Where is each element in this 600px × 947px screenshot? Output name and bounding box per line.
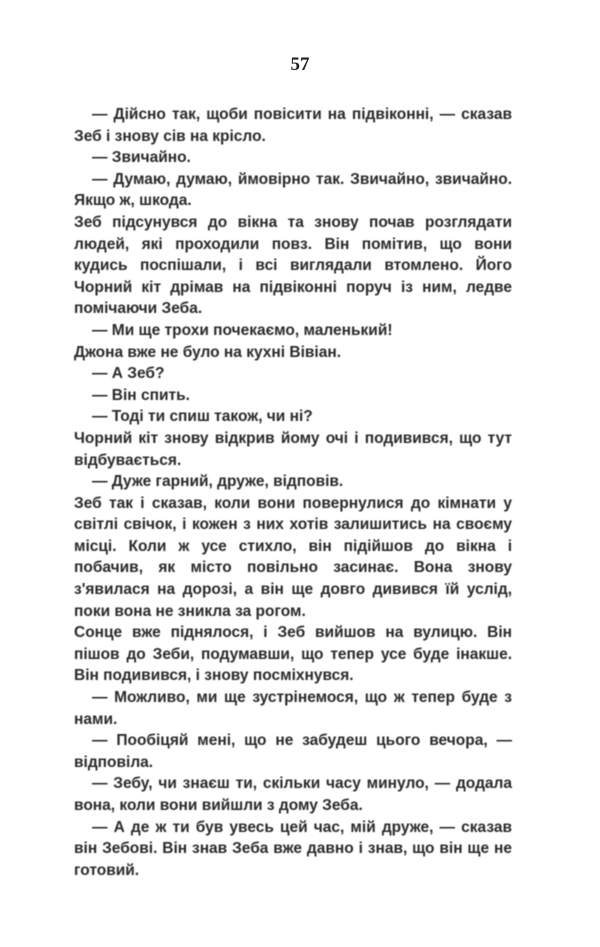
paragraph: — Пообіцяй мені, що не забудеш цього вечора, — відповіла. xyxy=(74,732,512,771)
paragraph: — Дійсно так, щоби повісити на підвіконні, — сказав Зеб і знову сів на крісло. xyxy=(74,106,512,145)
paragraph: — Ми ще трохи почекаємо, маленький! xyxy=(92,321,393,339)
page-body-text xyxy=(74,104,512,881)
paragraph: — А де ж ти був увесь цей час, мій друже, — сказав він Зебові. Він знав Зеба вже давно і знав, що він ще не готовий. xyxy=(74,818,512,879)
paragraph: Джона вже не було на кухні Вівіан. xyxy=(74,343,342,361)
paragraph: Чорний кіт знову відкрив йому очі і подивився, що тут відбувається. xyxy=(74,429,512,469)
paragraph: Сонце вже піднялося, і Зеб вийшов на вулицю. Він пішов до Зеби, подумавши, що тепер усе буде інакше. Він подивився, і знову посміхнувся. xyxy=(74,624,512,685)
paragraph: Зеб так і сказав, коли вони повернулися до кімнати у світлі свічок, і кожен з них хотів залишитись на своєму місці. Коли ж усе стихло, він підійшов до вікна і побачив, як місто повільно засинає. Вона знову з'явилася на дорозі, а він ще довго дивився їй услід, поки вона не зникла за рогом. xyxy=(74,494,512,620)
paragraph: — Він спить. xyxy=(92,386,190,404)
paragraph: — А Зеб? xyxy=(92,365,165,383)
paragraph: — Можливо, ми ще зустрінемося, що ж тепер буде з нами. xyxy=(74,689,512,728)
paragraph: — Звичайно. xyxy=(92,149,191,167)
paragraph: Зеб підсунувся до вікна та знову почав розглядати людей, які проходили повз. Він помітив, що вони кудись поспішали, і всі виглядали втомлено. Його Чорний кіт дрімав на підвіконні поруч із ним, ледве помічаючи Зеба. xyxy=(74,213,512,318)
paragraph: — Дуже гарний, друже, відповів. xyxy=(92,473,344,491)
paragraph: — Думаю, думаю, ймовірно так. Звичайно, звичайно. Якщо ж, шкода. xyxy=(74,170,512,210)
paragraph: — Зебу, чи знаєш ти, скільки часу минуло, — додала вона, коли вони вийшли з дому Зеба. xyxy=(74,775,512,814)
paragraph: — Тоді ти спиш також, чи ні? xyxy=(92,408,313,426)
page-number: 57 xyxy=(290,54,310,75)
